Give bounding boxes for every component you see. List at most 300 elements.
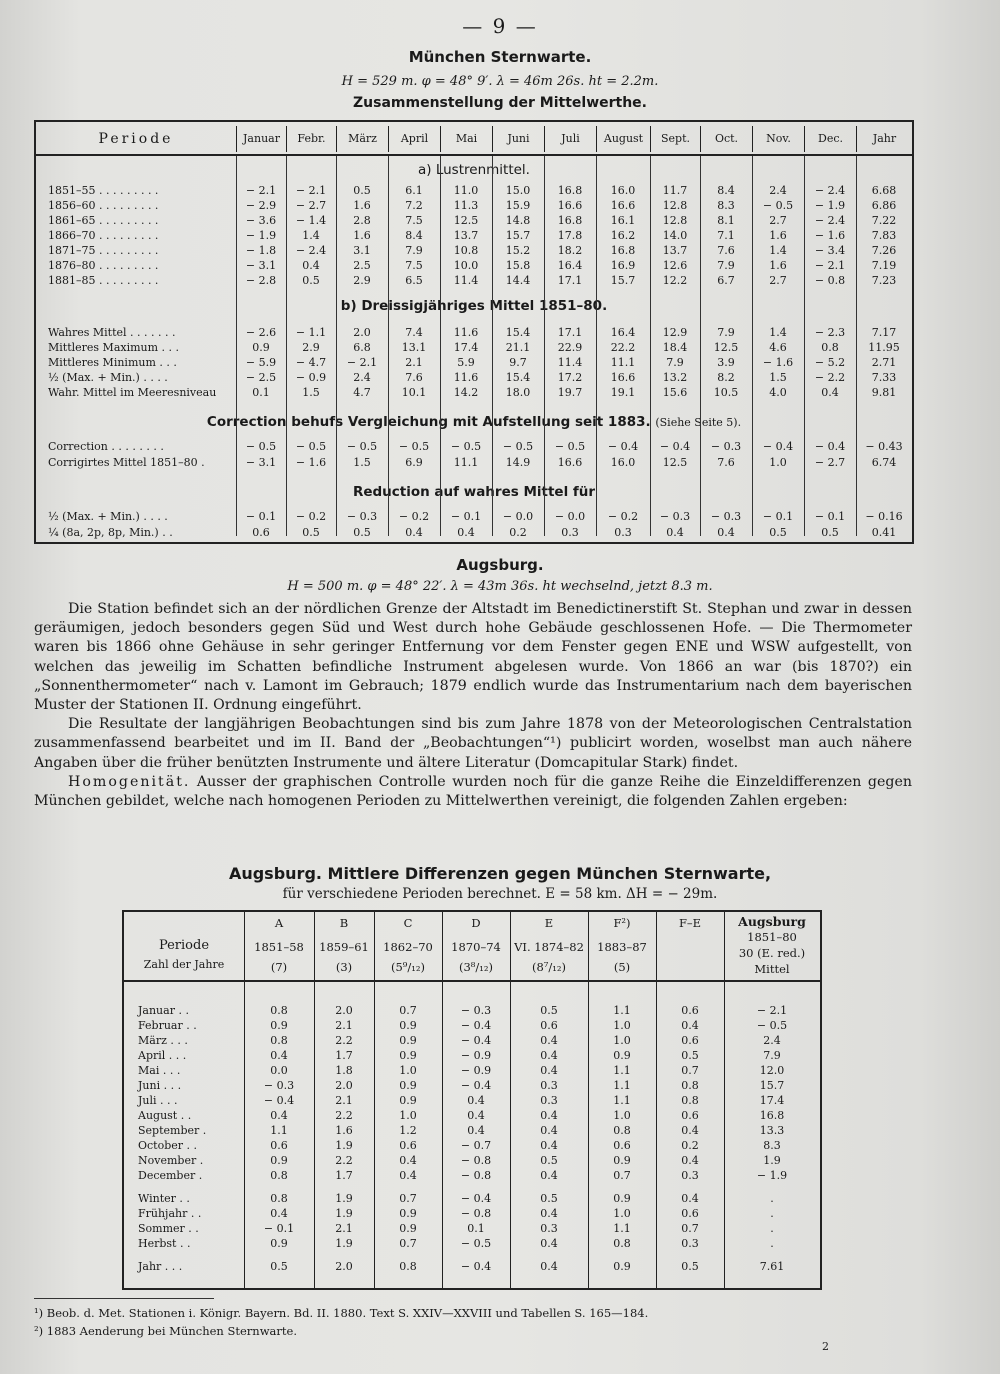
table-cell: 0.5	[681, 1260, 699, 1273]
table-cell: 0.4	[540, 1237, 558, 1250]
table-cell: 7.23	[871, 274, 897, 287]
table-row	[124, 1049, 820, 1064]
table-cell: 0.4	[681, 1019, 699, 1032]
table-cell: 16.9	[610, 259, 636, 272]
table-cell: 10.1	[401, 386, 427, 399]
table-cell: 0.5	[540, 1004, 558, 1017]
table-cell: 1.9	[335, 1139, 353, 1152]
row-label: November .	[138, 1154, 204, 1167]
table-cell: 0.5	[540, 1154, 558, 1167]
table-cell: 16.0	[610, 184, 636, 197]
mittel-header-sub: 30 (E. red.)	[738, 946, 806, 960]
table-cell: 0.3	[540, 1094, 558, 1107]
table-cell: − 0.4	[460, 1260, 492, 1273]
column-range: 1851–58	[254, 940, 304, 954]
table-cell: − 0.5	[346, 440, 378, 453]
table-row	[124, 1064, 820, 1079]
table-cell: 15.4	[505, 326, 531, 339]
augsburg-table	[122, 910, 822, 1290]
augsburg-table-header	[124, 912, 820, 982]
column-range: 1859–61	[319, 940, 369, 954]
column-divider	[752, 156, 753, 536]
table-cell: 17.1	[557, 274, 583, 287]
row-label: October . .	[138, 1139, 198, 1152]
table-cell: 17.4	[759, 1094, 785, 1107]
column-years: (5)	[613, 960, 631, 974]
table-cell: 0.4	[540, 1139, 558, 1152]
table-cell: − 0.2	[398, 510, 430, 523]
column-divider	[544, 156, 545, 536]
table-cell: − 2.1	[346, 356, 378, 369]
row-label: September .	[138, 1124, 207, 1137]
table-cell: 10.8	[453, 244, 479, 257]
table-cell: 0.4	[540, 1207, 558, 1220]
table-cell: 0.6	[399, 1139, 417, 1152]
table-cell: 11.6	[453, 326, 479, 339]
month-header: Sept.	[650, 126, 700, 152]
table-cell: 1.8	[335, 1064, 353, 1077]
table-cell: − 0.4	[460, 1079, 492, 1092]
table-cell: 1.7	[335, 1169, 353, 1182]
table-cell: 16.4	[557, 259, 583, 272]
table-row	[124, 1207, 820, 1222]
table-header-row	[36, 122, 912, 156]
table-cell: − 0.8	[460, 1169, 492, 1182]
table-cell: 7.5	[405, 214, 423, 227]
table-cell: 0.3	[540, 1222, 558, 1235]
table-cell: 8.4	[717, 184, 735, 197]
table-row	[36, 214, 912, 229]
table-cell: 8.1	[717, 214, 735, 227]
table-cell: 0.4	[457, 526, 475, 539]
table-cell: − 2.1	[295, 184, 327, 197]
muenchen-subtitle: Zusammenstellung der Mittelwerthe.	[353, 95, 647, 111]
table-row	[124, 1169, 820, 1184]
table-row	[36, 274, 912, 289]
table-cell: 0.9	[399, 1049, 417, 1062]
period-header: Periode	[98, 131, 174, 147]
table-cell: 0.5	[540, 1192, 558, 1205]
month-header: Dec.	[804, 126, 856, 152]
table-cell: 0.9	[399, 1079, 417, 1092]
table-cell: − 0.5	[502, 440, 534, 453]
table-cell: − 0.5	[756, 1019, 788, 1032]
mittel-header-title: Augsburg	[738, 914, 806, 929]
table-cell: − 2.9	[245, 199, 277, 212]
table-cell: − 3.1	[245, 456, 277, 469]
table-cell: 12.5	[713, 341, 739, 354]
column-divider	[442, 912, 443, 1288]
table-cell: 0.6	[681, 1004, 699, 1017]
column-divider	[724, 912, 725, 1288]
table-cell: 22.9	[557, 341, 583, 354]
table-cell: − 1.8	[245, 244, 277, 257]
table-cell: 13.2	[662, 371, 688, 384]
table-cell: 1.7	[335, 1049, 353, 1062]
table-cell: 0.1	[467, 1222, 485, 1235]
table-cell: 11.6	[453, 371, 479, 384]
column-years: (5⁹/₁₂)	[391, 960, 425, 974]
table-cell: 13.7	[662, 244, 688, 257]
table-cell: 0.9	[399, 1019, 417, 1032]
table-cell: 7.1	[717, 229, 735, 242]
table-cell: 0.4	[540, 1169, 558, 1182]
table-cell: − 0.0	[502, 510, 534, 523]
table-row	[124, 1237, 820, 1252]
table-cell: 2.4	[763, 1034, 781, 1047]
table-cell: 0.4	[717, 526, 735, 539]
table-row	[36, 386, 912, 401]
table-cell: 0.9	[270, 1237, 288, 1250]
column-divider	[440, 156, 441, 536]
table-cell: 0.9	[613, 1192, 631, 1205]
table-cell: 21.1	[505, 341, 531, 354]
table-cell: 0.4	[467, 1094, 485, 1107]
muenchen-table	[34, 120, 914, 544]
table-cell: 22.2	[610, 341, 636, 354]
table-cell: 13.1	[401, 341, 427, 354]
table-cell: 15.2	[505, 244, 531, 257]
table-cell: 18.0	[505, 386, 531, 399]
row-label: 1881–85 . . . . . . . . .	[48, 274, 159, 287]
table-cell: 0.4	[399, 1169, 417, 1182]
table-cell: − 0.16	[865, 510, 903, 523]
table-cell: 13.7	[453, 229, 479, 242]
table-row	[36, 526, 912, 541]
table-row	[124, 1019, 820, 1034]
table-cell: 1.6	[769, 259, 787, 272]
table-cell: 16.6	[557, 456, 583, 469]
column-divider	[700, 156, 701, 536]
column-range: VI. 1874–82	[514, 940, 584, 954]
table-cell: 0.9	[399, 1034, 417, 1047]
table-row	[124, 1079, 820, 1094]
table-cell: 0.6	[681, 1207, 699, 1220]
table-cell: − 0.3	[710, 440, 742, 453]
table-cell: 2.7	[769, 274, 787, 287]
table-cell: 18.4	[662, 341, 688, 354]
table-row	[124, 1094, 820, 1109]
table-cell: 0.7	[399, 1192, 417, 1205]
table-cell: − 3.6	[245, 214, 277, 227]
table-cell: − 0.4	[814, 440, 846, 453]
row-label: 1866–70 . . . . . . . . .	[48, 229, 159, 242]
table-cell: .	[770, 1222, 774, 1235]
table-cell: 7.17	[871, 326, 897, 339]
table-cell: − 0.43	[865, 440, 903, 453]
table-cell: 14.8	[505, 214, 531, 227]
table-cell: 2.1	[335, 1019, 353, 1032]
table-cell: − 5.9	[245, 356, 277, 369]
table-cell: 1.0	[613, 1207, 631, 1220]
table-cell: − 0.2	[295, 510, 327, 523]
table-row	[36, 199, 912, 214]
table-cell: 15.6	[662, 386, 688, 399]
augsburg-coords: H = 500 m. φ = 48° 22′. λ = 43m 36s. ht wechselnd, jetzt 8.3 m.	[287, 579, 713, 594]
table-cell: − 0.4	[460, 1192, 492, 1205]
table-cell: 7.4	[405, 326, 423, 339]
month-header: April	[388, 126, 440, 152]
paragraph-station: Die Station befindet sich an der nördlichen Grenze der Altstadt im Benedictinerstift St. Stephan und zwar in dessen geräumigen, jedoch besonders gegen Süd und West durch hohe Gebäude geschlossenen Hofe. — Die Thermometer waren bis 1866 ohne Gehäuse in sehr geringer Entfernung vor dem Fenster gegen ENE und WSW aufgestellt, von welchen das jeweilig im Schatten befindliche Instrument abgelesen wurde. Von 1866 an war (bis 1870?) ein „Sonnenthermometer“ nach v. Lamont im Gebrauch; 1879 endlich wurde das Instrumentarium nach dem bayerischen Muster der Stationen II. Ordnung eingeführt.	[34, 601, 912, 714]
table-cell: 0.4	[270, 1207, 288, 1220]
table-row	[124, 1139, 820, 1154]
table-cell: 11.3	[453, 199, 479, 212]
table-cell: 0.4	[467, 1109, 485, 1122]
table-row	[36, 184, 912, 199]
table-cell: 0.3	[681, 1237, 699, 1250]
row-label: Winter . .	[138, 1192, 190, 1205]
table-cell: − 2.5	[245, 371, 277, 384]
table-cell: 12.8	[662, 214, 688, 227]
table-cell: 16.8	[759, 1109, 785, 1122]
table-cell: 0.4	[681, 1124, 699, 1137]
table-cell: 2.0	[353, 326, 371, 339]
table-cell: − 0.9	[460, 1064, 492, 1077]
row-label: Mittleres Minimum . . .	[48, 356, 177, 369]
footnote-1: ¹) Beob. d. Met. Stationen i. Königr. Bayern. Bd. II. 1880. Text S. XXIV—XXVIII und Tabellen S. 165—184.	[34, 1306, 649, 1320]
table-cell: 8.3	[763, 1139, 781, 1152]
column-divider	[510, 912, 511, 1288]
table-cell: − 0.4	[460, 1034, 492, 1047]
table-row	[124, 1124, 820, 1139]
table-cell: 0.9	[252, 341, 270, 354]
column-years: (3)	[335, 960, 353, 974]
table-cell: − 1.9	[756, 1169, 788, 1182]
row-label: Correction . . . . . . . .	[48, 440, 164, 453]
table-row	[124, 1004, 820, 1019]
table-cell: 0.9	[399, 1222, 417, 1235]
table-cell: 0.4	[540, 1124, 558, 1137]
column-letter: D	[471, 916, 481, 930]
table-cell: 0.5	[270, 1260, 288, 1273]
table-cell: 17.1	[557, 326, 583, 339]
row-label: Wahr. Mittel im Meeresniveau	[48, 386, 217, 399]
table-cell: 0.4	[270, 1109, 288, 1122]
column-range: 1862–70	[383, 940, 433, 954]
table-cell: − 0.5	[450, 440, 482, 453]
table-cell: 1.0	[613, 1109, 631, 1122]
footnote-rule	[34, 1298, 214, 1299]
table-cell: 2.0	[335, 1079, 353, 1092]
section-correction-note: (Siehe Seite 5).	[655, 416, 742, 429]
table-cell: 11.4	[557, 356, 583, 369]
table-cell: 1.1	[613, 1222, 631, 1235]
table-cell: 0.4	[467, 1124, 485, 1137]
table-cell: 1.1	[613, 1004, 631, 1017]
table-cell: 2.4	[353, 371, 371, 384]
table-cell: 0.8	[399, 1260, 417, 1273]
table-cell: 14.2	[453, 386, 479, 399]
table-cell: − 0.3	[710, 510, 742, 523]
mittel-header-range: 1851–80	[747, 930, 797, 944]
table-cell: − 2.4	[295, 244, 327, 257]
table-cell: 0.3	[561, 526, 579, 539]
table-cell: 7.26	[871, 244, 897, 257]
table-cell: 6.7	[717, 274, 735, 287]
column-divider	[336, 156, 337, 536]
row-label: ½ (Max. + Min.) . . . .	[48, 510, 168, 523]
footnote-2: ²) 1883 Aenderung bei München Sternwarte.	[34, 1324, 297, 1338]
table-cell: 1.1	[270, 1124, 288, 1137]
table-cell: 16.2	[610, 229, 636, 242]
table-cell: − 0.1	[814, 510, 846, 523]
table-cell: 0.4	[399, 1154, 417, 1167]
table-cell: 7.2	[405, 199, 423, 212]
table-cell: 6.9	[405, 456, 423, 469]
row-label: Januar . .	[138, 1004, 189, 1017]
table-cell: 0.9	[613, 1260, 631, 1273]
table-cell: 0.3	[540, 1079, 558, 1092]
table-cell: 0.41	[871, 526, 897, 539]
table-cell: 0.4	[681, 1192, 699, 1205]
table-cell: 11.1	[610, 356, 636, 369]
table-cell: 1.6	[335, 1124, 353, 1137]
table-cell: 1.2	[399, 1124, 417, 1137]
table-cell: 0.8	[681, 1079, 699, 1092]
table-cell: 19.1	[610, 386, 636, 399]
row-label: Februar . .	[138, 1019, 197, 1032]
row-label: Mai . . .	[138, 1064, 181, 1077]
column-divider	[374, 912, 375, 1288]
table-cell: 10.5	[713, 386, 739, 399]
table-cell: 0.8	[270, 1004, 288, 1017]
table-cell: 6.5	[405, 274, 423, 287]
table-row	[36, 326, 912, 341]
row-label: Corrigirtes Mittel 1851–80 .	[48, 456, 205, 469]
augsburg-table-title: Augsburg. Mittlere Differenzen gegen München Sternwarte,	[228, 864, 772, 883]
table-cell: − 0.1	[762, 510, 794, 523]
table-cell: 0.8	[270, 1169, 288, 1182]
table-cell: 16.4	[610, 326, 636, 339]
row-label: 1861–65 . . . . . . . . .	[48, 214, 159, 227]
table-cell: 0.5	[681, 1049, 699, 1062]
table-cell: 2.7	[769, 214, 787, 227]
month-header: Jahr	[856, 126, 912, 152]
table-cell: 6.1	[405, 184, 423, 197]
section-reduction: Reduction auf wahres Mittel für	[352, 484, 596, 500]
table-cell: 6.68	[871, 184, 897, 197]
table-cell: 7.9	[717, 259, 735, 272]
table-cell: 7.9	[666, 356, 684, 369]
table-cell: 8.3	[717, 199, 735, 212]
table-cell: 0.8	[613, 1124, 631, 1137]
table-cell: 14.0	[662, 229, 688, 242]
page-number: — 9 —	[462, 14, 538, 38]
table-cell: 0.4	[540, 1049, 558, 1062]
table-cell: 1.5	[353, 456, 371, 469]
table-cell: 12.9	[662, 326, 688, 339]
muenchen-coords: H = 529 m. φ = 48° 9′. λ = 46m 26s. ht = 2.2m.	[341, 74, 659, 89]
table-cell: 1.4	[769, 326, 787, 339]
table-cell: 0.7	[399, 1237, 417, 1250]
section-correction-title: Correction behufs Vergleichung mit Aufstellung seit 1883.	[206, 414, 651, 430]
table-cell: 7.61	[759, 1260, 785, 1273]
table-cell: 6.8	[353, 341, 371, 354]
table-cell: − 0.4	[263, 1094, 295, 1107]
table-cell: 1.9	[763, 1154, 781, 1167]
column-divider	[236, 156, 237, 536]
table-cell: − 2.7	[814, 456, 846, 469]
table-cell: 0.6	[270, 1139, 288, 1152]
table-cell: − 2.1	[756, 1004, 788, 1017]
column-divider	[656, 912, 657, 1288]
table-cell: 7.19	[871, 259, 897, 272]
table-cell: 0.6	[252, 526, 270, 539]
table-cell: 4.0	[769, 386, 787, 399]
row-label: December .	[138, 1169, 203, 1182]
table-cell: 0.9	[270, 1019, 288, 1032]
table-cell: .	[770, 1237, 774, 1250]
column-divider	[286, 156, 287, 536]
augsburg-text	[34, 600, 912, 811]
table-cell: 0.7	[399, 1004, 417, 1017]
table-cell: 1.9	[335, 1207, 353, 1220]
table-cell: 6.86	[871, 199, 897, 212]
section-dreissigjaehriges-mittel: b) Dreissigjähriges Mittel 1851–80.	[340, 298, 608, 314]
table-cell: 0.6	[681, 1034, 699, 1047]
table-cell: 12.0	[759, 1064, 785, 1077]
table-cell: 0.7	[681, 1222, 699, 1235]
table-cell: 6.74	[871, 456, 897, 469]
table-cell: 0.5	[353, 526, 371, 539]
table-cell: − 0.5	[295, 440, 327, 453]
month-header: Oct.	[700, 126, 752, 152]
table-cell: 0.7	[613, 1169, 631, 1182]
table-cell: 12.6	[662, 259, 688, 272]
table-cell: 1.0	[399, 1064, 417, 1077]
table-cell: 8.4	[405, 229, 423, 242]
table-cell: − 3.4	[814, 244, 846, 257]
table-cell: 0.6	[540, 1019, 558, 1032]
table-cell: 12.2	[662, 274, 688, 287]
table-cell: 1.1	[613, 1079, 631, 1092]
column-divider	[388, 156, 389, 536]
table-cell: 18.2	[557, 244, 583, 257]
table-cell: 3.9	[717, 356, 735, 369]
table-cell: 1.6	[769, 229, 787, 242]
month-header: Januar	[236, 126, 286, 152]
table-cell: 3.1	[353, 244, 371, 257]
table-cell: 0.4	[821, 386, 839, 399]
table-cell: 2.0	[335, 1004, 353, 1017]
mittel-header-sub2: Mittel	[754, 962, 790, 976]
table-cell: 2.2	[335, 1154, 353, 1167]
table-cell: − 0.5	[762, 199, 794, 212]
table-cell: − 3.1	[245, 259, 277, 272]
table-cell: − 0.4	[607, 440, 639, 453]
table-cell: 0.3	[681, 1169, 699, 1182]
section-correction	[36, 414, 912, 430]
table-cell: − 0.3	[460, 1004, 492, 1017]
month-header: Juli	[544, 126, 596, 152]
table-row	[36, 456, 912, 471]
table-cell: .	[770, 1207, 774, 1220]
table-cell: − 2.7	[295, 199, 327, 212]
table-cell: 9.7	[509, 356, 527, 369]
table-row	[124, 1222, 820, 1237]
table-row	[36, 229, 912, 244]
table-cell: − 0.5	[554, 440, 586, 453]
column-letter: B	[339, 916, 349, 930]
table-cell: 4.6	[769, 341, 787, 354]
table-cell: 0.4	[302, 259, 320, 272]
table-cell: 2.1	[405, 356, 423, 369]
table-cell: − 2.8	[245, 274, 277, 287]
table-cell: 10.0	[453, 259, 479, 272]
row-label: 1851–55 . . . . . . . . .	[48, 184, 159, 197]
table-cell: − 0.2	[607, 510, 639, 523]
month-header: Mai	[440, 126, 492, 152]
